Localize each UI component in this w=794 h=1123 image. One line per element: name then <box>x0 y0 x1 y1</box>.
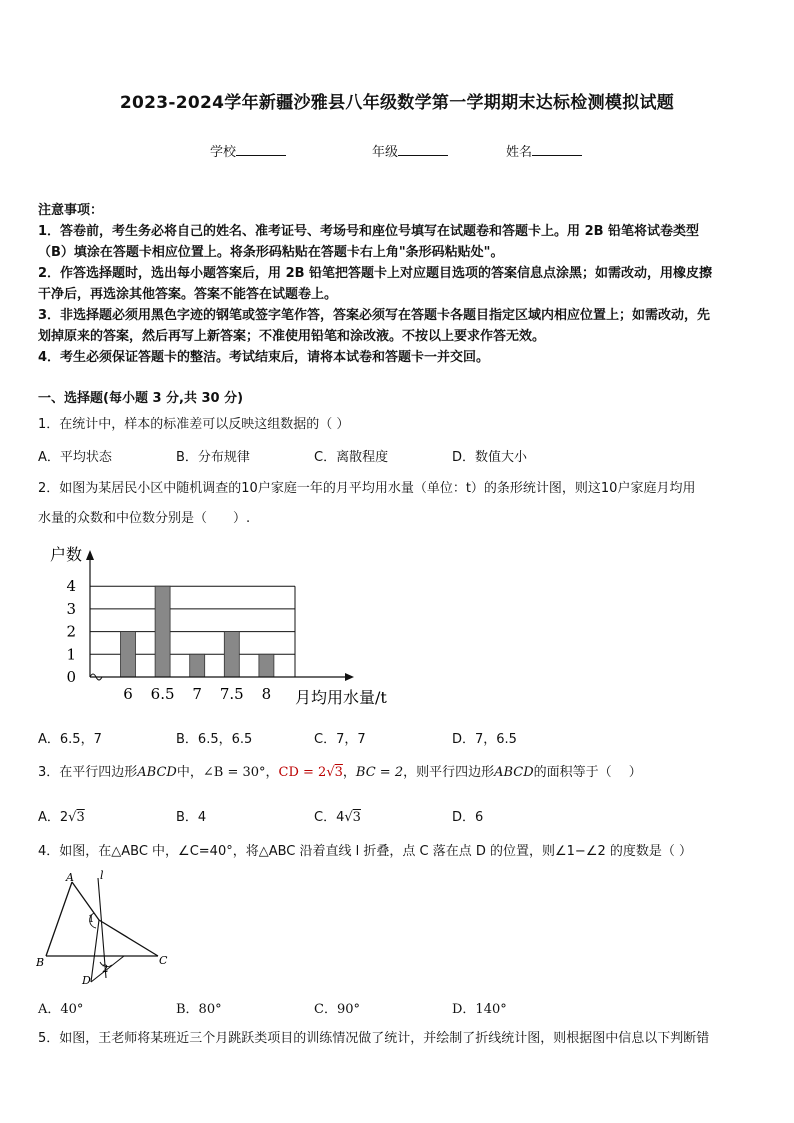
notice-line: 划掉原来的答案，然后再写上新答案；不准使用铅笔和涂改液。不按以上要求作答无效。 <box>38 329 546 344</box>
school-blank[interactable] <box>236 143 286 156</box>
notice-line: 3．非选择题必须用黑色字迹的钢笔或签字笔作答，答案必须写在答题卡各题目指定区域内相应位置上；如需改动，先 <box>38 308 711 323</box>
q3-cd-root: 3 <box>334 765 343 780</box>
q3-stem-mid1: 中， <box>176 765 203 780</box>
label-angle-2: 2 <box>102 964 109 975</box>
notice-heading: 注意事项： <box>38 203 104 218</box>
q3-cd-sqrt-icon: √ <box>326 765 335 780</box>
school-field[interactable] <box>210 141 286 160</box>
q1-option-a[interactable]: A．平均状态 <box>38 450 112 465</box>
q3-angle: ∠B = 30°， <box>202 765 279 780</box>
side-ac-upper <box>72 882 99 920</box>
y-axis-arrow-icon <box>86 550 94 560</box>
label-l: l <box>100 869 104 882</box>
q2-bar-chart <box>40 540 400 712</box>
q3-option-c-root: 3 <box>352 810 361 825</box>
label-b: B <box>36 956 45 969</box>
y-tick-label: 3 <box>66 599 76 618</box>
notice-line: 2．作答选择题时，选出每小题答案后，用 2B 铅笔把答题卡上对应题目选项的答案信息点涂黑；如需改动，用橡皮擦 <box>38 266 713 281</box>
label-angle-1: 1 <box>88 914 95 925</box>
name-label: 姓名 <box>506 145 533 160</box>
q1-stem: 1．在统计中，样本的标准差可以反映这组数据的（ ） <box>38 417 350 432</box>
q4-option-d[interactable]: D．140° <box>452 1002 507 1017</box>
bar <box>155 586 170 677</box>
bar <box>259 654 274 677</box>
y-tick-label: 4 <box>66 577 76 596</box>
q4-option-a[interactable]: A．40° <box>38 1002 84 1017</box>
y-tick-label: 2 <box>66 622 76 641</box>
q2-stem-line2: 水量的众数和中位数分别是（ ）. <box>38 511 251 526</box>
side-ab <box>46 882 72 956</box>
q3-option-c-pre: C．4 <box>314 810 345 825</box>
notice-line: （B）填涂在答题卡相应位置上。将条形码粘贴在答题卡右上角"条形码粘贴处"。 <box>38 245 504 260</box>
sqrt-icon: √ <box>344 810 353 825</box>
grade-field[interactable] <box>372 141 448 160</box>
q3-option-b[interactable]: B．4 <box>176 810 207 825</box>
q1-option-d[interactable]: D．数值大小 <box>452 450 528 465</box>
x-tick-label: 6.5 <box>150 685 175 703</box>
label-a: A <box>66 871 74 884</box>
q3-stem-end: 的面积等于（ ） <box>533 765 642 780</box>
x-axis-arrow-icon <box>345 673 354 681</box>
name-field[interactable] <box>506 141 582 160</box>
q3-stem-mid2: ，则平行四边形 <box>403 765 495 780</box>
q2-option-c[interactable]: C．7，7 <box>314 732 366 747</box>
q3-abcd-2: ABCD <box>494 765 534 780</box>
x-tick-label: 7 <box>192 685 202 703</box>
grade-blank[interactable] <box>398 143 448 156</box>
segment-ed <box>91 920 99 982</box>
x-tick-label: 8 <box>261 685 272 703</box>
sqrt-icon: √ <box>68 810 77 825</box>
q4-option-b[interactable]: B．80° <box>176 1002 222 1017</box>
fold-line-l <box>98 878 109 978</box>
y-tick-label: 0 <box>66 668 76 686</box>
q3-stem <box>38 762 642 783</box>
side-ac-lower <box>99 920 158 956</box>
q1-option-c[interactable]: C．离散程度 <box>314 450 389 465</box>
bar <box>121 632 136 677</box>
q2-option-d[interactable]: D．7，6.5 <box>452 732 517 747</box>
q2-option-b[interactable]: B．6.5，6.5 <box>176 732 253 747</box>
q3-option-a-root: 3 <box>76 810 85 825</box>
bar <box>190 654 205 677</box>
y-tick-label: 1 <box>66 645 76 664</box>
q3-stem-pre: 3．在平行四边形 <box>38 765 138 780</box>
name-blank[interactable] <box>532 143 582 156</box>
grade-label: 年级 <box>372 145 399 160</box>
q2-stem-line1: 2．如图为某居民小区中随机调查的10户家庭一年的月平均用水量（单位：t）的条形统计图，则这10户家庭月均用 <box>38 481 696 496</box>
label-d: D <box>82 974 91 987</box>
q1-option-b[interactable]: B．分布规律 <box>176 450 250 465</box>
q3-option-a-pre: A．2 <box>38 810 69 825</box>
q2-option-a[interactable]: A．6.5，7 <box>38 732 102 747</box>
notice-line: 干净后，再选涂其他答案。答案不能答在试题卷上。 <box>38 287 338 302</box>
q3-sep: ， <box>342 765 356 780</box>
notice-line: 4．考生必须保证答题卡的整洁。考试结束后，请将本试卷和答题卡一并交回。 <box>38 350 490 365</box>
x-axis-title: 月均用水量/t <box>295 688 387 707</box>
notice-line: 1．答卷前，考生务必将自己的姓名、准考证号、考场号和座位号填写在试题卷和答题卡上。用 2B 铅笔将试卷类型 <box>38 224 700 239</box>
q5-stem: 5．如图，王老师将某班近三个月跳跃类项目的训练情况做了统计，并绘制了折线统计图，则根据图中信息以下判断错 <box>38 1031 710 1046</box>
q3-abcd: ABCD <box>137 765 177 780</box>
chart-labels <box>50 545 387 707</box>
q4-option-c[interactable]: C．90° <box>314 1002 360 1017</box>
q3-option-d[interactable]: D．6 <box>452 810 484 825</box>
school-label: 学校 <box>210 145 237 160</box>
q3-option-a[interactable] <box>38 806 85 825</box>
section-heading: 一、选择题(每小题 3 分,共 30 分) <box>38 391 244 406</box>
y-axis-title: 户数 <box>50 545 83 564</box>
q4-triangle-figure <box>36 868 176 990</box>
bar <box>224 632 239 677</box>
q3-cd: CD = 2 <box>278 765 327 780</box>
q4-stem: 4．如图，在△ABC 中，∠C=40°，将△ABC 沿着直线 l 折叠，点 C 落在点 D 的位置，则∠1−∠2 的度数是（ ） <box>38 844 693 859</box>
page-title: 2023-2024学年新疆沙雅县八年级数学第一学期期末达标检测模拟试题 <box>119 93 675 113</box>
q3-option-c[interactable] <box>314 806 361 825</box>
label-c: C <box>159 954 168 967</box>
x-tick-label: 6 <box>123 685 133 703</box>
q3-bc: BC = 2 <box>355 765 404 780</box>
x-tick-label: 7.5 <box>219 685 244 703</box>
